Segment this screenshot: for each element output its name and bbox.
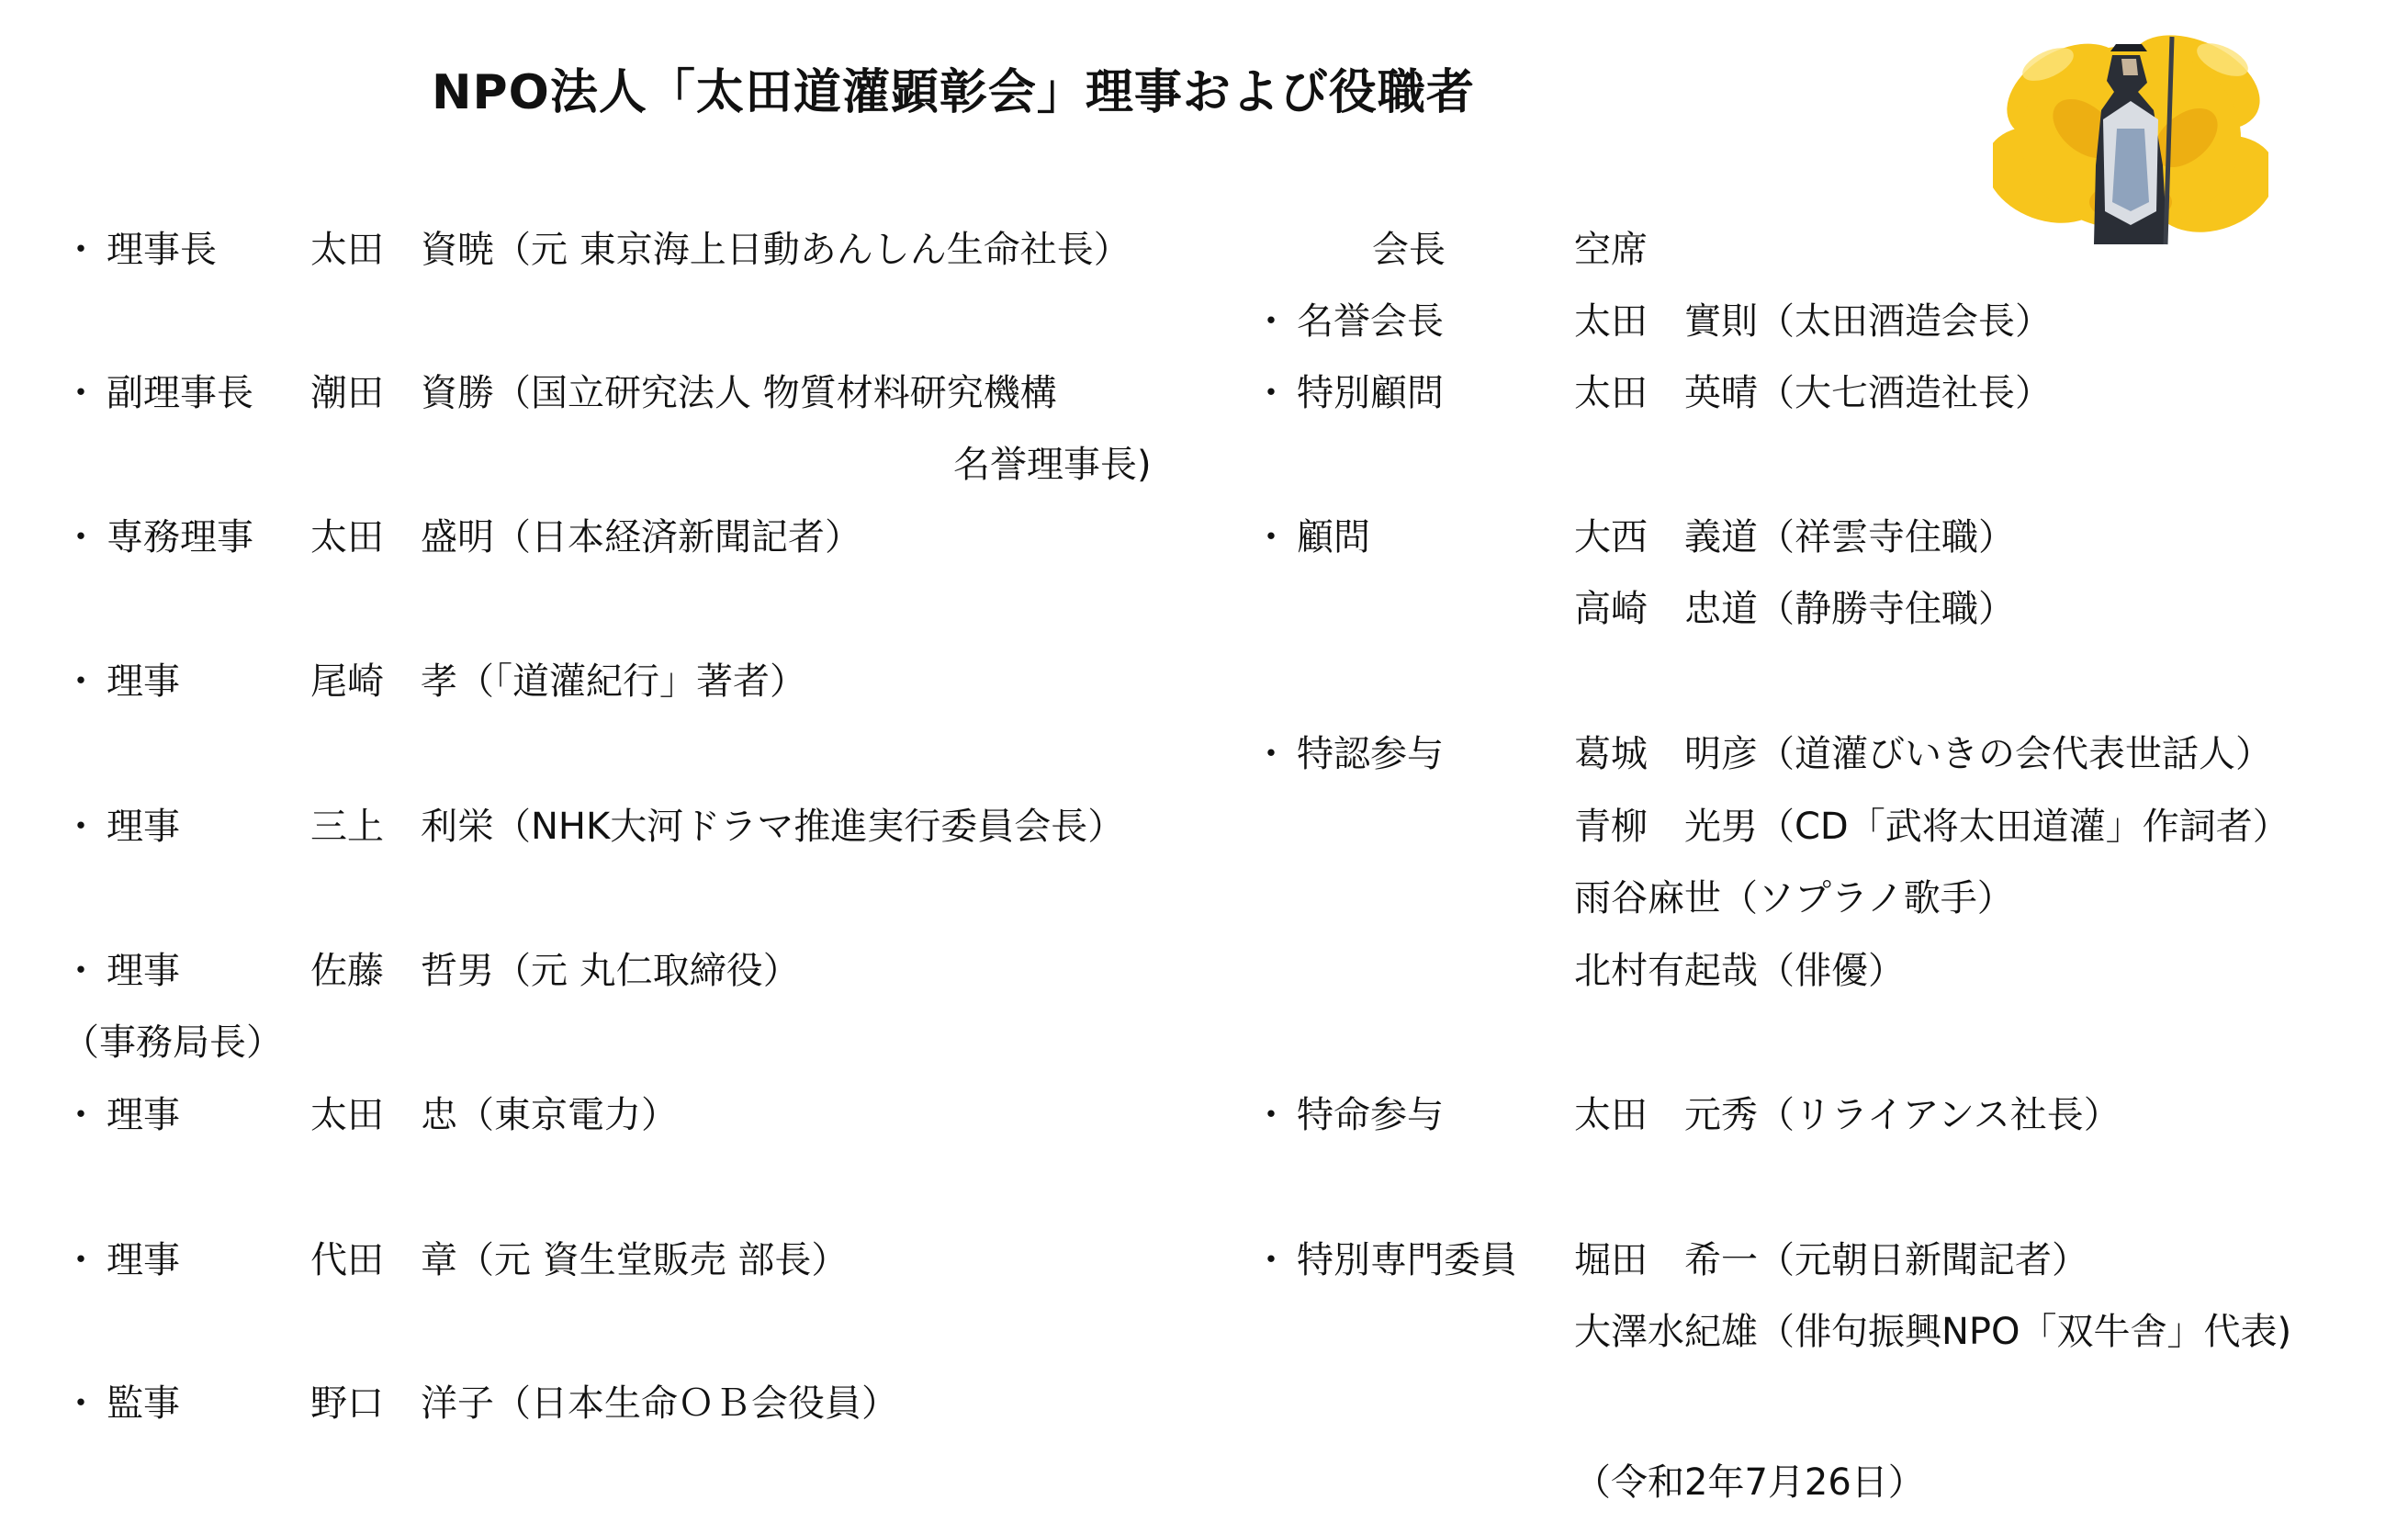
role-label: 特命参与 (1297, 1094, 1444, 1136)
bullet: ・ (62, 229, 99, 271)
role-label: 専務理事 (107, 516, 253, 558)
role-label: 理事長 (107, 229, 217, 271)
person-info: 代田 章（元 資生堂販売 部長） (310, 1239, 849, 1281)
person-info: 太田 資暁（元 東京海上日動あんしん生命社長） (310, 229, 1131, 271)
person-info: 青柳 光男（CD「武将太田道灌」作詞者） (1574, 806, 2290, 848)
bullet: ・ (62, 516, 99, 558)
bullet: ・ (62, 1094, 99, 1136)
person-info: 大澤水紀雄（俳句振興NPO「双牛舎」代表) (1574, 1311, 2292, 1353)
bullet: ・ (62, 806, 99, 848)
bullet: ・ (1253, 516, 1289, 558)
person-info: 尾崎 孝（「道灌紀行」著者） (310, 660, 806, 703)
person-info: 高崎 忠道（静勝寺住職） (1574, 588, 2015, 630)
person-info: 佐藤 哲男（元 丸仁取締役） (310, 950, 800, 992)
bullet: ・ (1253, 1094, 1289, 1136)
person-info: 太田 忠（東京電力） (310, 1094, 678, 1136)
bullet: ・ (62, 660, 99, 703)
person-info: 太田 英晴（大七酒造社長） (1574, 372, 2052, 414)
person-info-continuation: 名誉理事長) (953, 444, 1152, 486)
bullet: ・ (62, 1239, 99, 1281)
bullet: ・ (1253, 733, 1289, 775)
person-info: 潮田 資勝（国立研究法人 物質材料研究機構 (310, 372, 1057, 414)
person-info: 野口 洋子（日本生命ＯＢ会役員） (310, 1382, 898, 1425)
person-info: 北村有起哉（俳優） (1574, 950, 1905, 992)
role-label: 理事 (107, 1094, 180, 1136)
bullet: ・ (62, 950, 99, 992)
role-label: 理事 (107, 660, 180, 703)
bullet: ・ (1253, 372, 1289, 414)
role-label: 理事 (107, 806, 180, 848)
bullet: ・ (62, 372, 99, 414)
role-label: 監事 (107, 1382, 180, 1425)
portrait-image (1993, 28, 2268, 246)
role-label: 名誉会長 (1297, 300, 1444, 343)
bullet: ・ (1253, 300, 1289, 343)
person-info: 大西 義道（祥雲寺住職） (1574, 516, 2015, 558)
role-label: 特別顧問 (1297, 372, 1444, 414)
date-stamp: （令和2年7月26日） (1574, 1461, 1925, 1504)
person-info: 三上 利栄（NHK大河ドラマ推進実行委員会長） (310, 806, 1125, 848)
role-label: 副理事長 (107, 372, 253, 414)
page-title: NPO法人「太田道灌顕彰会」理事および役職者 (432, 65, 1475, 120)
person-info: 太田 實則（太田酒造会長） (1574, 300, 2052, 343)
person-info: 空席 (1574, 229, 1648, 271)
person-info: 太田 盛明（日本経済新聞記者） (310, 516, 861, 558)
role-label: 顧問 (1297, 516, 1370, 558)
role-label: 理事 (107, 950, 180, 992)
person-info: 葛城 明彦（道灌びいきの会代表世話人） (1574, 733, 2272, 775)
role-label: 会長 (1372, 229, 1446, 271)
role-note: （事務局長） (62, 1021, 283, 1064)
bullet: ・ (62, 1382, 99, 1425)
person-info: 太田 元秀（リライアンス社長） (1574, 1094, 2121, 1136)
person-info: 雨谷麻世（ソプラノ歌手） (1574, 877, 2014, 919)
role-label: 特別専門委員 (1297, 1239, 1517, 1281)
bullet: ・ (1253, 1239, 1289, 1281)
role-label: 特認参与 (1297, 733, 1444, 775)
person-info: 堀田 希一（元朝日新聞記者） (1574, 1239, 2088, 1281)
role-label: 理事 (107, 1239, 180, 1281)
